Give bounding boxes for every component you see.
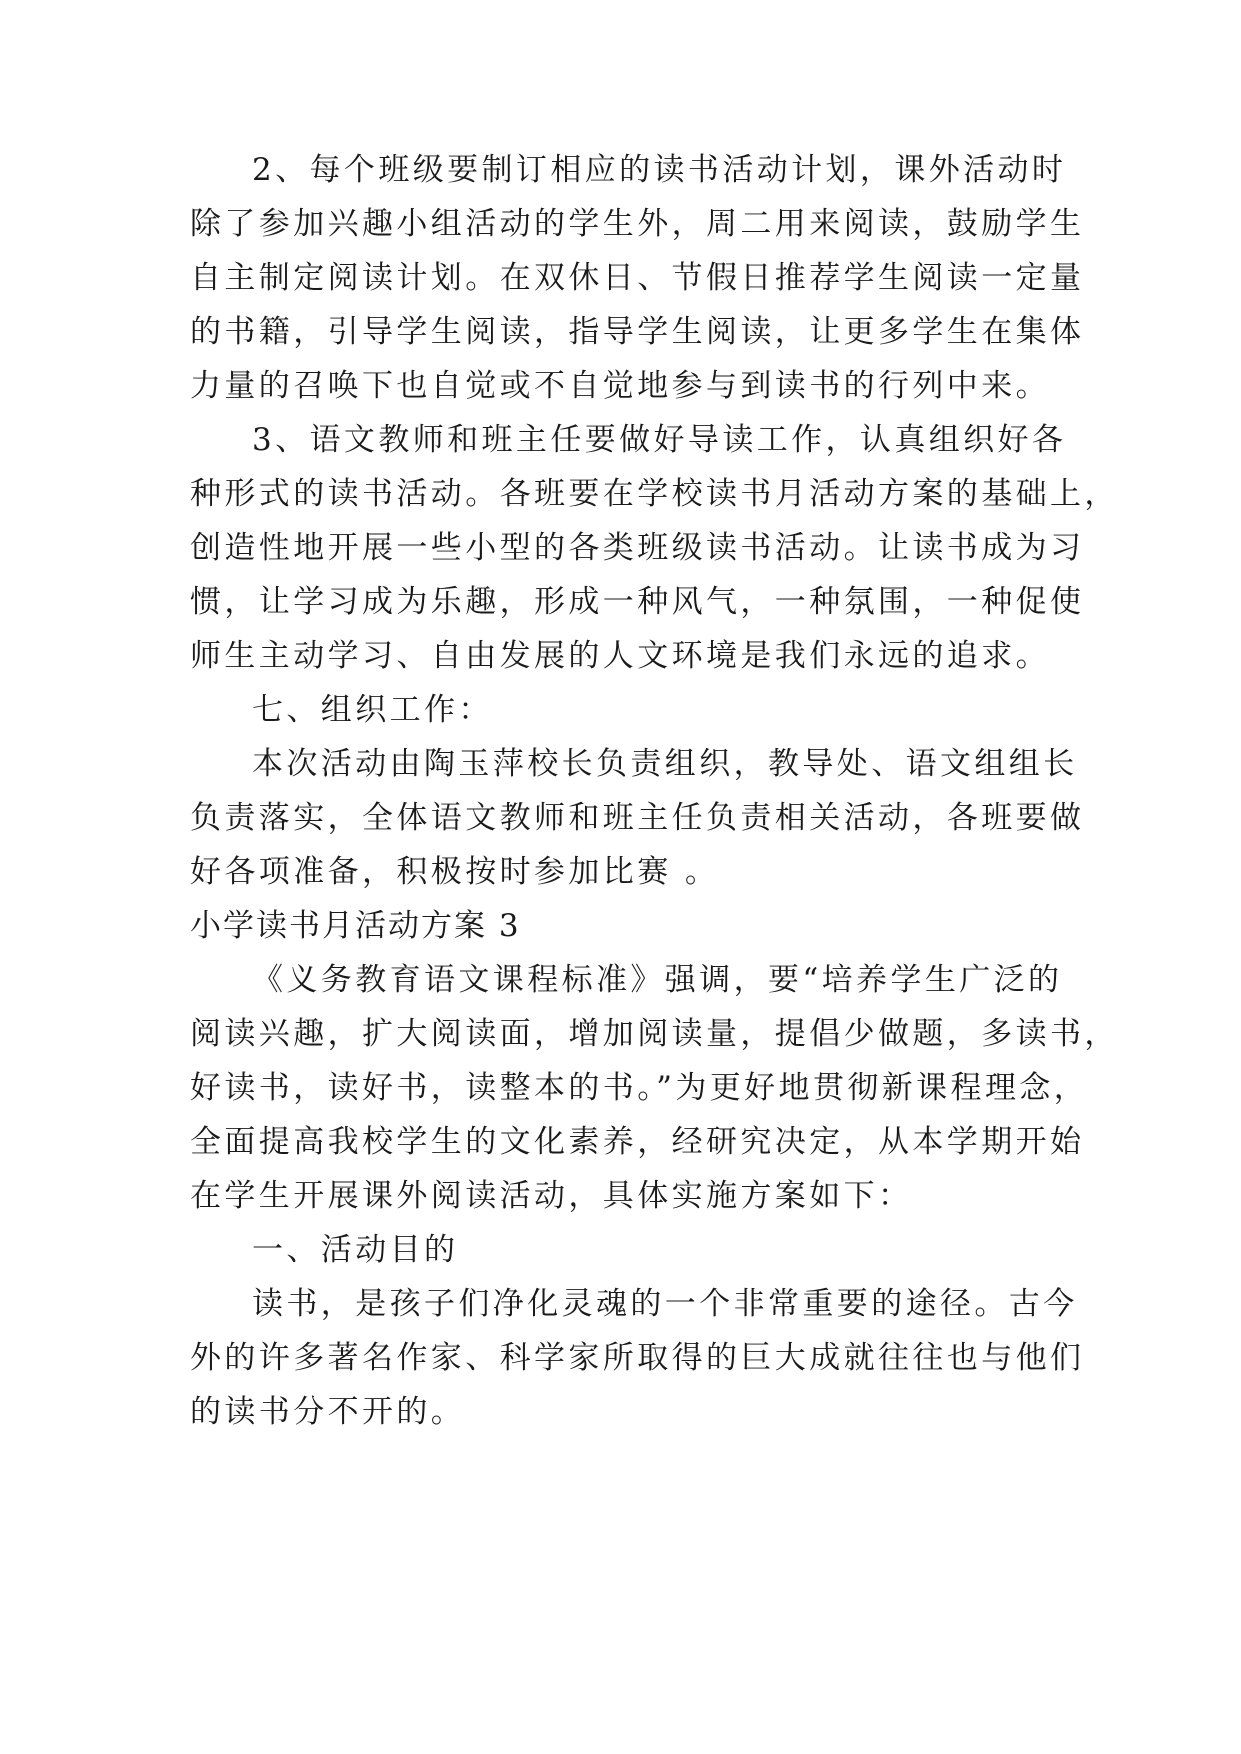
paragraph-line: 创造性地开展一些小型的各类班级读书活动。让读书成为习 [190,530,1085,566]
paragraph-line: 除了参加兴趣小组活动的学生外，周二用来阅读，鼓励学生 [190,206,1085,242]
paragraph-line: 读书，是孩子们净化灵魂的一个非常重要的途径。古今 [252,1286,1078,1322]
paragraph-line: 师生主动学习、自由发展的人文环境是我们永远的追求。 [190,638,1050,674]
paragraph-line: 的读书分不开的。 [190,1394,466,1430]
paragraph-line: 好读书，读好书，读整本的书。”为更好地贯彻新课程理念， [190,1070,1089,1106]
paragraph-line: 负责落实，全体语文教师和班主任负责相关活动，各班要做 [190,800,1085,836]
paragraph-line: 《义务教育语文课程标准》强调，要“培养学生广泛的 [252,962,1063,998]
document-title: 小学读书月活动方案 3 [190,908,521,944]
paragraph-line: 种形式的读书活动。各班要在学校读书月活动方案的基础上， [190,476,1119,512]
paragraph-line: 阅读兴趣，扩大阅读面，增加阅读量，提倡少做题，多读书， [190,1016,1119,1052]
paragraph-line: 惯，让学习成为乐趣，形成一种风气，一种氛围，一种促使 [190,584,1085,620]
paragraph-line: 3、语文教师和班主任要做好导读工作，认真组织好各 [252,422,1067,458]
paragraph-line: 全面提高我校学生的文化素养，经研究决定，从本学期开始 [190,1124,1085,1160]
section-heading: 一、活动目的 [252,1232,459,1268]
paragraph-line: 自主制定阅读计划。在双休日、节假日推荐学生阅读一定量 [190,260,1085,296]
paragraph-line: 好各项准备，积极按时参加比赛 。 [190,854,720,890]
paragraph-line: 本次活动由陶玉萍校长负责组织，教导处、语文组组长 [252,746,1078,782]
paragraph-line: 的书籍，引导学生阅读，指导学生阅读，让更多学生在集体 [190,314,1085,350]
section-heading: 七、组织工作： [252,692,493,728]
paragraph-line: 在学生开展课外阅读活动，具体实施方案如下： [190,1178,913,1214]
paragraph-line: 力量的召唤下也自觉或不自觉地参与到读书的行列中来。 [190,368,1050,404]
paragraph-line: 外的许多著名作家、科学家所取得的巨大成就往往也与他们 [190,1340,1085,1376]
paragraph-line: 2、每个班级要制订相应的读书活动计划，课外活动时 [252,152,1067,188]
